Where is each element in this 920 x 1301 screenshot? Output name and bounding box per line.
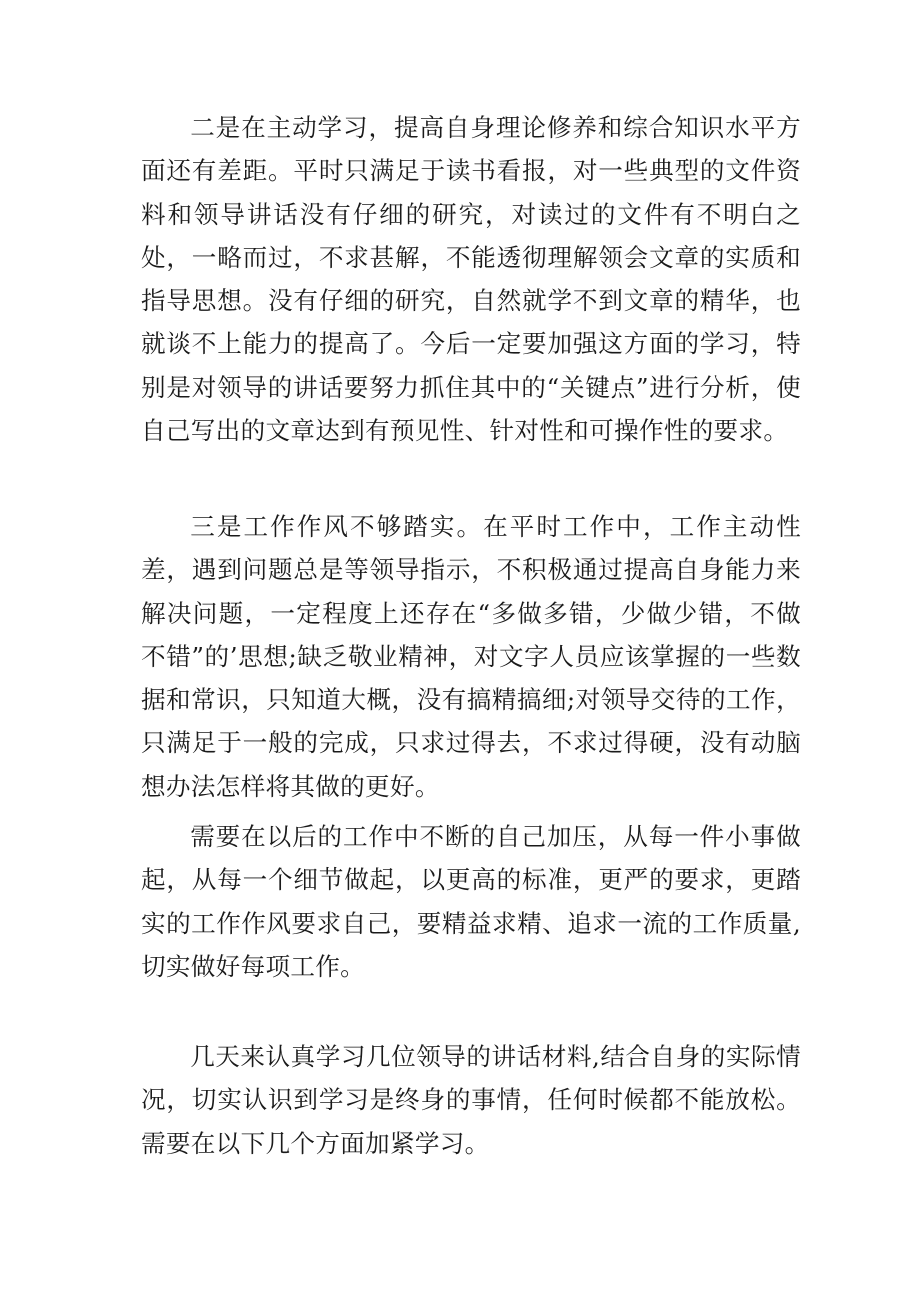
paragraph-study-conclusion: 几天来认真学习几位领导的讲话材料,结合自身的实际情况，切实认识到学习是终身的事情，任何时候都不能放松。需要在以下几个方面加紧学习。 bbox=[141, 1042, 801, 1158]
paragraph-work-style: 三是工作作风不够踏实。在平时工作中，工作主动性差，遇到问题总是等领导指示，不积极通过提高自身能力来解决问题，一定程度上还存在“多做多错，少做少错，不做不错”的’思想;缺乏敬业精神，对文字人员应该掌握的一些数据和常识，只知道大概，没有搞精搞细;对领导交待的工作，只满足于一般的完成，只求过得去，不求过得硬，没有动脑想办法怎样将其做的更好。 bbox=[141, 512, 801, 801]
paragraph-study-gap: 二是在主动学习，提高自身理论修养和综合知识水平方面还有差距。平时只满足于读书看报，对一些典型的文件资料和领导讲话没有仔细的研究，对读过的文件有不明白之处，一略而过，不求甚解，不能透彻理解领会文章的实质和指导思想。没有仔细的研究，自然就学不到文章的精华，也就谈不上能力的提高了。今后一定要加强这方面的学习，特别是对领导的讲话要努力抓住其中的“关键点”进行分析，使自己写出的文章达到有预见性、针对性和可操作性的要求。 bbox=[141, 113, 801, 446]
paragraph-improvement-plan: 需要在以后的工作中不断的自己加压，从每一件小事做起，从每一个细节做起，以更高的标准，更严的要求，更踏实的工作作风要求自己，要精益求精、追求一流的工作质量,切实做好每项工作。 bbox=[141, 822, 801, 981]
